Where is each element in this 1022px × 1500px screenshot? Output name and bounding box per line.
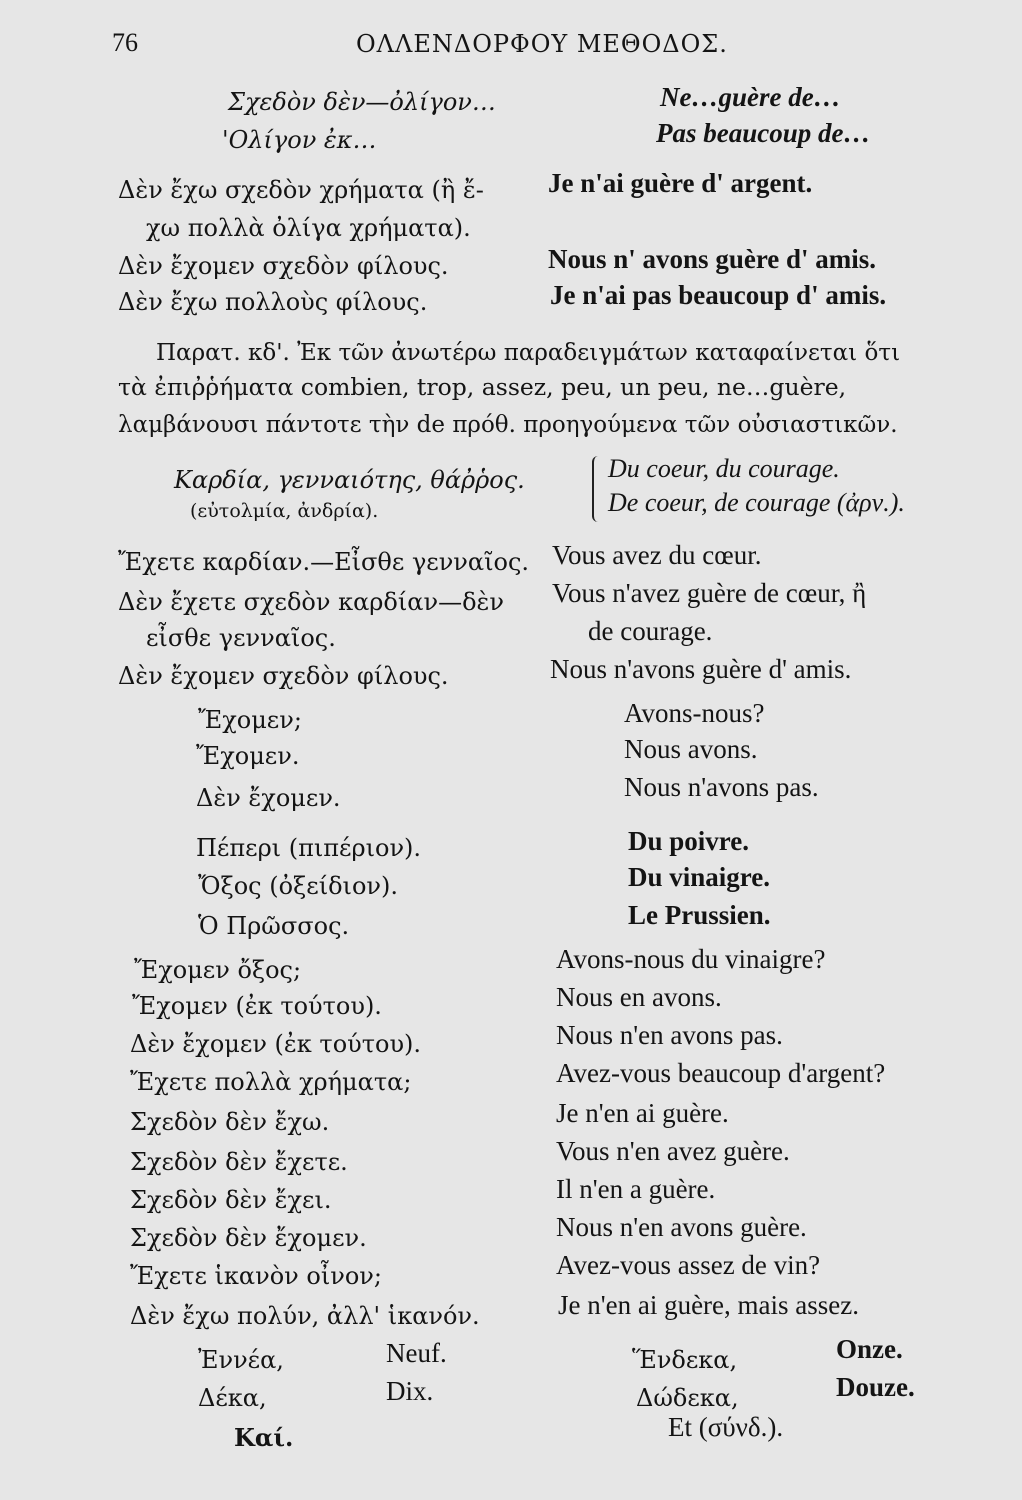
running-title: ΟΛΛΕΝΔΟΡΦΟΥ ΜΕΘΟΔΟΣ.: [356, 30, 728, 58]
b1-french-3: Je n'ai pas beaucoup d' amis.: [550, 280, 887, 310]
example-greek: Δὲν ἔχω πολύν, ἀλλ' ἱκανόν.: [130, 1302, 480, 1330]
number-french-10: Dix.: [386, 1376, 434, 1406]
example-french: Avez-vous assez de vin?: [556, 1250, 821, 1280]
example-greek: Δὲν ἔχομεν (ἐκ τούτου).: [130, 1030, 422, 1058]
example-greek: Ἔχομεν (ἐκ τούτου).: [132, 992, 382, 1020]
b1-greek-1a: Δὲν ἔχω σχεδὸν χρήματα (ἢ ἔ-: [118, 176, 484, 204]
example-french: Nous n'en avons guère.: [556, 1212, 807, 1242]
intro-greek-1: Σχεδὸν δὲν—ὀλίγον…: [228, 88, 496, 116]
example-french: Il n'en a guère.: [556, 1174, 716, 1204]
example-greek: Ὄξος (ὀξείδιον).: [198, 872, 398, 900]
example-greek: εἶσθε γενναῖος.: [146, 624, 336, 652]
example-greek: Δὲν ἔχομεν.: [196, 784, 341, 812]
number-greek-11: Ἕνδεκα,: [632, 1346, 738, 1374]
example-french: Vous avez du cœur.: [552, 540, 762, 570]
example-french: Je n'en ai guère, mais assez.: [558, 1290, 859, 1320]
conjunction-french: Et (σύνδ.).: [668, 1412, 784, 1442]
example-greek: Πέπερι (πιπέριον).: [196, 834, 422, 862]
example-french: Avons-nous du vinaigre?: [556, 944, 826, 974]
example-greek: Ἔχετε καρδίαν.—Εἶσθε γενναῖος.: [118, 548, 530, 576]
b1-greek-1b: χω πολλὰ ὀλίγα χρήματα).: [146, 214, 471, 242]
example-greek: Σχεδὸν δὲν ἔχει.: [130, 1186, 332, 1214]
intro-french-2: Pas beaucoup de…: [656, 118, 871, 148]
remark-line-1: Παρατ. κδ'. Ἐκ τῶν ἀνωτέρω παραδειγμάτων καταφαίνεται ὅτι: [156, 340, 901, 366]
example-greek: Σχεδὸν δὲν ἔχω.: [130, 1108, 330, 1136]
intro-french-1: Ne…guère de…: [660, 82, 841, 112]
b1-french-2: Nous n' avons guère d' amis.: [548, 244, 877, 274]
number-french-12: Douze.: [836, 1372, 915, 1402]
remark-line-2: τὰ ἐπιῤῥήματα combien, trop, assez, peu, un peu, ne…guère,: [118, 373, 847, 401]
example-greek: Σχεδὸν δὲν ἔχετε.: [130, 1148, 348, 1176]
example-greek: Ἔχομεν.: [196, 742, 300, 770]
example-french: Vous n'avez guère de cœur, ἢ: [552, 578, 867, 608]
example-french: Avez-vous beaucoup d'argent?: [556, 1058, 886, 1088]
example-greek: Δὲν ἔχομεν σχεδὸν φίλους.: [118, 662, 449, 690]
example-french: de courage.: [588, 616, 713, 646]
example-greek: Ἔχετε ἱκανὸν οἶνον;: [130, 1262, 382, 1290]
vocab-greek-2: (εὐτολμία, ἀνδρία).: [190, 500, 379, 522]
example-french: Du poivre.: [628, 826, 750, 856]
example-greek: Δὲν ἔχετε σχεδὸν καρδίαν—δὲν: [118, 588, 504, 616]
example-greek: Ἔχομεν ὄξος;: [134, 956, 302, 984]
b1-greek-3: Δὲν ἔχω πολλοὺς φίλους.: [118, 288, 428, 316]
number-greek-9: Ἐννέα,: [198, 1346, 284, 1374]
example-french: Je n'en ai guère.: [556, 1098, 729, 1128]
example-french: Nous avons.: [624, 734, 758, 764]
vocab-greek-1: Καρδία, γενναιότης, θάῤῥος.: [174, 466, 525, 494]
example-french: Nous n'en avons pas.: [556, 1020, 783, 1050]
vocab-french-1: Du coeur, du courage.: [608, 454, 840, 483]
example-french: Nous n'avons guère d' amis.: [550, 654, 852, 684]
example-french: Le Prussien.: [628, 900, 771, 930]
number-french-11: Onze.: [836, 1334, 903, 1364]
example-french: Vous n'en avez guère.: [556, 1136, 790, 1166]
page-number: 76: [112, 28, 138, 57]
example-greek: Ἔχετε πολλὰ χρήματα;: [130, 1068, 412, 1096]
brace: [592, 456, 606, 522]
example-french: Avons-nous?: [624, 698, 765, 728]
example-greek: Ὁ Πρῶσσος.: [198, 912, 350, 940]
example-greek: Σχεδὸν δὲν ἔχομεν.: [130, 1224, 367, 1252]
intro-greek-2: 'Ολίγον ἐκ…: [222, 126, 377, 154]
b1-greek-2: Δὲν ἔχομεν σχεδὸν φίλους.: [118, 252, 449, 280]
number-french-9: Neuf.: [386, 1338, 447, 1368]
number-greek-12: Δώδεκα,: [636, 1384, 739, 1412]
example-french: Du vinaigre.: [628, 862, 771, 892]
example-greek: Ἔχομεν;: [198, 706, 302, 734]
remark-line-3: λαμβάνουσι πάντοτε τὴν de πρόθ. προηγούμενα τῶν οὐσιαστικῶν.: [118, 412, 898, 438]
vocab-french-2: De coeur, de courage (ἀρν.).: [608, 488, 905, 517]
conjunction-greek: Καί.: [234, 1423, 294, 1452]
b1-french-1: Je n'ai guère d' argent.: [548, 168, 813, 198]
number-greek-10: Δέκα,: [198, 1384, 267, 1412]
example-french: Nous en avons.: [556, 982, 722, 1012]
example-french: Nous n'avons pas.: [624, 772, 819, 802]
